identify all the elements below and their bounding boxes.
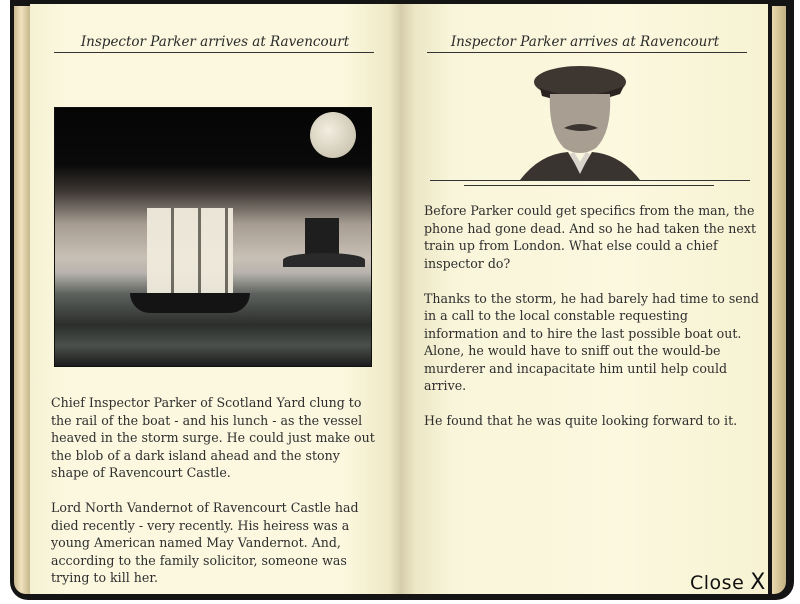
paragraph: He found that he was quite looking forward to it.	[424, 413, 738, 428]
close-icon: X	[750, 570, 766, 595]
close-button[interactable]	[690, 570, 766, 595]
island-silhouette	[283, 253, 365, 267]
ship-illustration	[54, 107, 372, 367]
castle-silhouette	[305, 218, 339, 256]
portrait-rule-top	[430, 180, 750, 181]
paragraph: Thanks to the storm, he had barely had time to send in a call to the local constable requesting information and to hire the last possible boat out. Alone, he would have to sniff out the would-be murderer and incapacitate him until help could arrive.	[424, 290, 759, 393]
portrait-rule-bottom	[464, 185, 714, 186]
moon-icon	[310, 112, 356, 158]
page-edges-right	[772, 6, 786, 594]
close-label: Close	[690, 572, 745, 594]
ship-hull	[130, 293, 250, 313]
right-page	[400, 4, 768, 594]
inspector-portrait	[520, 62, 640, 180]
left-page	[30, 4, 400, 594]
paragraph: Chief Inspector Parker of Scotland Yard clung to the rail of the boat - and his lunch - as the vessel heaved in the storm surge. He could just make out the blob of a dark island ahead and the stony shape of Ravencourt Castle.	[51, 395, 375, 480]
running-head-right: Inspector Parker arrives at Ravencourt	[450, 34, 720, 50]
header-rule	[427, 52, 747, 53]
paragraph: Lord North Vandernot of Ravencourt Castle had died recently - very recently. His heiress was a young American named May Vandernot. And, according to the family solicitor, someone was trying to kill her.	[51, 500, 359, 585]
left-page-text	[51, 394, 381, 604]
header-rule	[54, 52, 374, 53]
ship-sails	[147, 208, 233, 296]
running-head-left: Inspector Parker arrives at Ravencourt	[80, 34, 350, 50]
right-page-text	[424, 202, 760, 447]
paragraph: Before Parker could get specifics from the man, the phone had gone dead. And so he had taken the next train up from London. What else could a chief inspector do?	[424, 203, 757, 271]
